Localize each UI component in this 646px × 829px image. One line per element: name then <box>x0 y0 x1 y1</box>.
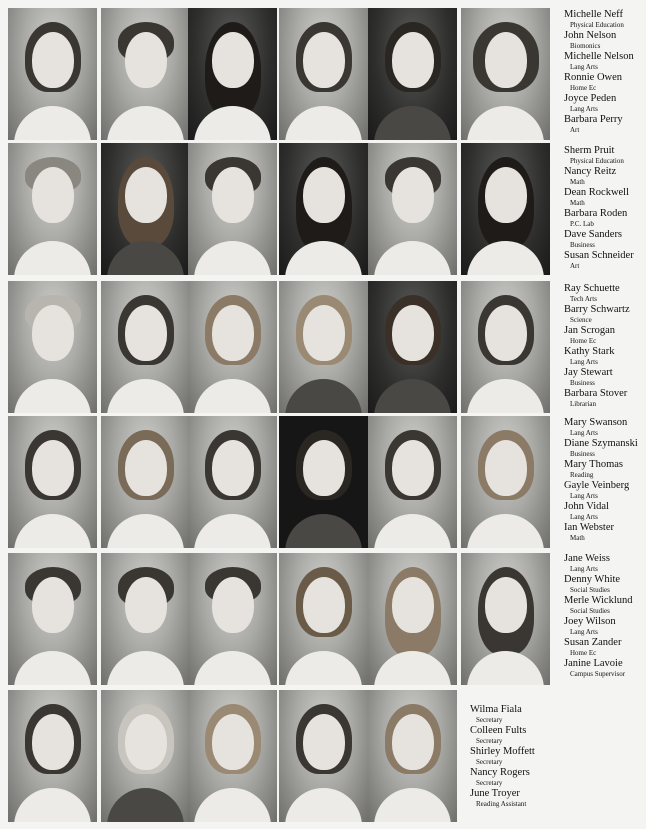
portrait-photo <box>279 553 368 685</box>
portrait-photo <box>461 553 550 685</box>
teacher-subject: Home Ec <box>570 649 597 657</box>
teacher-subject: Social Studies <box>570 607 610 615</box>
teacher-name: John Nelson <box>564 30 617 41</box>
portrait-photo <box>101 416 190 548</box>
portrait-photo <box>8 281 97 413</box>
teacher-subject: Physical Education <box>570 157 624 165</box>
teacher-subject: Lang Arts <box>570 358 598 366</box>
teacher-name: Mary Swanson <box>564 417 628 428</box>
teacher-subject: Lang Arts <box>570 492 598 500</box>
teacher-name: Barry Schwartz <box>564 304 630 315</box>
teacher-name: Ray Schuette <box>564 283 620 294</box>
portrait-photo <box>368 553 457 685</box>
teacher-subject: Lang Arts <box>570 429 598 437</box>
teacher-name: Nancy Reitz <box>564 166 617 177</box>
teacher-subject: Campus Supervisor <box>570 670 626 678</box>
teacher-name: Merle Wicklund <box>564 595 633 606</box>
teacher-subject: Math <box>570 178 585 186</box>
name-list-row-3 <box>564 283 646 409</box>
name-list-row-1 <box>564 9 646 135</box>
portrait-photo <box>188 8 277 140</box>
teacher-name: Ronnie Owen <box>564 72 623 83</box>
teacher-subject: P.C. Lab <box>570 220 594 228</box>
portrait-photo <box>368 281 457 413</box>
teacher-name: Susan Zander <box>564 637 622 648</box>
portrait-photo <box>368 143 457 275</box>
staff-role: Secretary <box>476 779 503 787</box>
teacher-name: Michelle Neff <box>564 9 623 20</box>
teacher-subject: Social Studies <box>570 586 610 594</box>
teacher-subject: Art <box>570 126 580 134</box>
staff-role: Secretary <box>476 716 503 724</box>
portrait-photo <box>101 281 190 413</box>
teacher-name: Barbara Roden <box>564 208 628 219</box>
portrait-photo <box>279 143 368 275</box>
staff-role: Reading Assistant <box>476 800 527 808</box>
teacher-subject: Reading <box>570 471 594 479</box>
staff-role: Secretary <box>476 737 503 745</box>
portrait-photo <box>8 143 97 275</box>
teacher-subject: Librarian <box>570 400 597 408</box>
name-list-row-5 <box>564 553 646 679</box>
teacher-name: Mary Thomas <box>564 459 624 470</box>
portrait-photo <box>8 8 97 140</box>
teacher-name: Dave Sanders <box>564 229 623 240</box>
portrait-photo <box>101 8 190 140</box>
teacher-name: Jan Scrogan <box>564 325 616 336</box>
teacher-subject: Biomonics <box>570 42 601 50</box>
teacher-name: Barbara Perry <box>564 114 623 125</box>
portrait-photo <box>368 416 457 548</box>
portrait-photo <box>101 690 190 822</box>
portrait-photo <box>8 553 97 685</box>
teacher-subject: Home Ec <box>570 84 597 92</box>
portrait-photo <box>368 8 457 140</box>
portrait-photo <box>188 690 277 822</box>
portrait-photo <box>101 143 190 275</box>
teacher-subject: Tech Arts <box>570 295 597 303</box>
portrait-photo <box>188 281 277 413</box>
portrait-photo <box>8 690 97 822</box>
teacher-subject: Business <box>570 450 595 458</box>
teacher-name: Janine Lavoie <box>564 658 623 669</box>
portrait-photo <box>368 690 457 822</box>
portrait-photo <box>461 8 550 140</box>
portrait-photo <box>188 416 277 548</box>
teacher-name: Sherm Pruit <box>564 145 615 156</box>
portrait-photo <box>461 143 550 275</box>
teacher-name: Joyce Peden <box>564 93 617 104</box>
staff-name: Shirley Moffett <box>470 746 535 757</box>
name-list-row-2 <box>564 145 646 271</box>
teacher-subject: Business <box>570 379 595 387</box>
portrait-photo <box>188 553 277 685</box>
teacher-name: Diane Szymanski <box>564 438 638 449</box>
teacher-subject: Home Ec <box>570 337 597 345</box>
teacher-subject: Lang Arts <box>570 105 598 113</box>
teacher-name: Gayle Veinberg <box>564 480 630 491</box>
teacher-name: Michelle Nelson <box>564 51 634 62</box>
teacher-name: Barbara Stover <box>564 388 628 399</box>
teacher-subject: Lang Arts <box>570 628 598 636</box>
teacher-subject: Physical Education <box>570 21 624 29</box>
teacher-subject: Math <box>570 534 585 542</box>
portrait-photo <box>101 553 190 685</box>
teacher-subject: Lang Arts <box>570 513 598 521</box>
teacher-subject: Business <box>570 241 595 249</box>
portrait-photo <box>461 416 550 548</box>
teacher-name: Ian Webster <box>564 522 614 533</box>
teacher-name: Susan Schneider <box>564 250 634 261</box>
portrait-photo <box>279 8 368 140</box>
teacher-subject: Lang Arts <box>570 63 598 71</box>
portrait-photo <box>8 416 97 548</box>
portrait-photo <box>461 281 550 413</box>
teacher-name: Dean Rockwell <box>564 187 630 198</box>
teacher-name: Kathy Stark <box>564 346 615 357</box>
staff-name: Wilma Fiala <box>470 704 522 715</box>
teacher-name: Denny White <box>564 574 621 585</box>
name-list-row-4 <box>564 417 646 543</box>
teacher-name: Joey Wilson <box>564 616 616 627</box>
teacher-name: John Vidal <box>564 501 609 512</box>
staff-role: Secretary <box>476 758 503 766</box>
portrait-photo <box>188 143 277 275</box>
portrait-photo <box>279 416 368 548</box>
teacher-name: Jay Stewart <box>564 367 613 378</box>
teacher-subject: Math <box>570 199 585 207</box>
portrait-photo <box>279 281 368 413</box>
teacher-subject: Lang Arts <box>570 565 598 573</box>
teacher-subject: Science <box>570 316 592 324</box>
staff-name: June Troyer <box>470 788 520 799</box>
teacher-name: Jane Weiss <box>564 553 610 564</box>
portrait-photo <box>279 690 368 822</box>
teacher-subject: Art <box>570 262 580 270</box>
staff-name: Colleen Fults <box>470 725 527 736</box>
staff-name: Nancy Rogers <box>470 767 530 778</box>
name-list-staff <box>470 704 570 809</box>
